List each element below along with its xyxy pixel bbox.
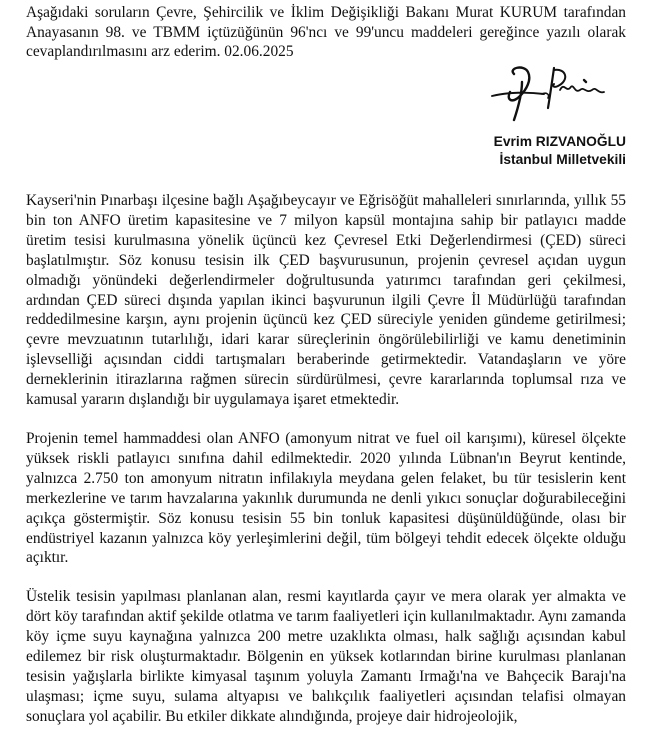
question-body [26,191,626,746]
handwritten-signature [488,60,618,126]
body-paragraph-2: Projenin temel hammaddesi olan ANFO (amonyum nitrat ve fuel oil karışımı), küresel ölçekte yüksek riskli patlayıcı sınıfına dahil edilmektedir. 2020 yılında Lübnan'ın Beyrut kentinde, yalnızca 2.750 ton amonyum nitratın infilakıyla meydana gelen felaket, bu tür tesislerin kent merkezlerine ve tarım havzalarına yakınlık durumunda ne denli yıkıcı sonuçlar doğurabileceğini açıkça göstermiştir. Söz konusu tesisin 55 bin tonluk kapasitesi düşünüldüğünde, olası bir endüstriyel kazanın yalnızca köy yerleşimlerini değil, tüm bölgeyi tehdit edecek ölçekte olduğu açıktır. [26,429,626,567]
body-paragraph-1: Kayseri'nin Pınarbaşı ilçesine bağlı Aşağıbeycayır ve Eğrisöğüt mahalleleri sınırlarında, yıllık 55 bin ton ANFO üretim kapasitesine ve 7 milyon kapsül montajına sahip bir patlayıcı madde üretim tesisi kurulmasına yönelik üçüncü kez Çevresel Etki Değerlendirmesi (ÇED) süreci başlatılmıştır. Söz konusu tesisin ilk ÇED başvurusunun, projenin çevresel açıdan uygun olmadığı yönündeki değerlendirmeler doğrultusunda yatırımcı tarafından geri çekilmesi, ardından ÇED süreci dışında yapılan ikinci başvurunun ilgili Çevre İl Müdürlüğü tarafından reddedilmesine karşın, aynı projenin üçüncü kez ÇED süreciyle yeniden gündeme getirilmesi; çevre mevzuatının tutarlılığı, idari karar süreçlerinin öngörülebilirliği ve kamu denetiminin işlevselliği açısından ciddi tartışmaları beraberinde getirmektedir. Vatandaşların ve yöre derneklerinin itirazlarına rağmen sürecin sürdürülmesi, çevre kararlarında toplumsal rıza ve kamusal yararın dışlandığı bir uygulamaya işaret etmektedir. [26,192,626,409]
body-paragraph-3: Üstelik tesisin yapılması planlanan alan, resmi kayıtlarda çayır ve mera olarak yer almakta ve dört köy tarafından aktif şekilde otlatma ve tarım faaliyetleri için kullanılmaktadır. Aynı zamanda köy içme suyu kaynağına yalnızca 200 metre uzaklıkta olması, halk sağlığı açısından kabul edilemez bir risk oluşturmaktadır. Bölgenin en yüksek kotlarından birine kurulması planlanan tesisin yağışlarla birlikte kimyasal taşınım yoluyla Zamantı Irmağı'na ve Bahçecik Barajı'na ulaşması; içme suyu, sulama altyapısı ve balıkçılık faaliyetleri açısından telafisi olmayan sonuçlara yol açabilir. Bu etkiler dikkate alındığında, projeye dair hidrojeolojik, [26,588,626,725]
document-page [26,0,626,725]
signer-title: İstanbul Milletvekili [499,152,626,167]
intro-paragraph: Aşağıdaki soruların Çevre, Şehircilik ve İklim Değişikliği Bakanı Murat KURUM tarafından Anayasanın 98. ve TBMM içtüzüğünün 96'ncı ve 99'uncu maddeleri gereğince yazılı olarak cevaplandırılmasını arz ederim. 02.06.2025 [26,4,626,61]
signer-block [426,133,626,169]
signer-name: Evrim RIZVANOĞLU [493,134,626,149]
